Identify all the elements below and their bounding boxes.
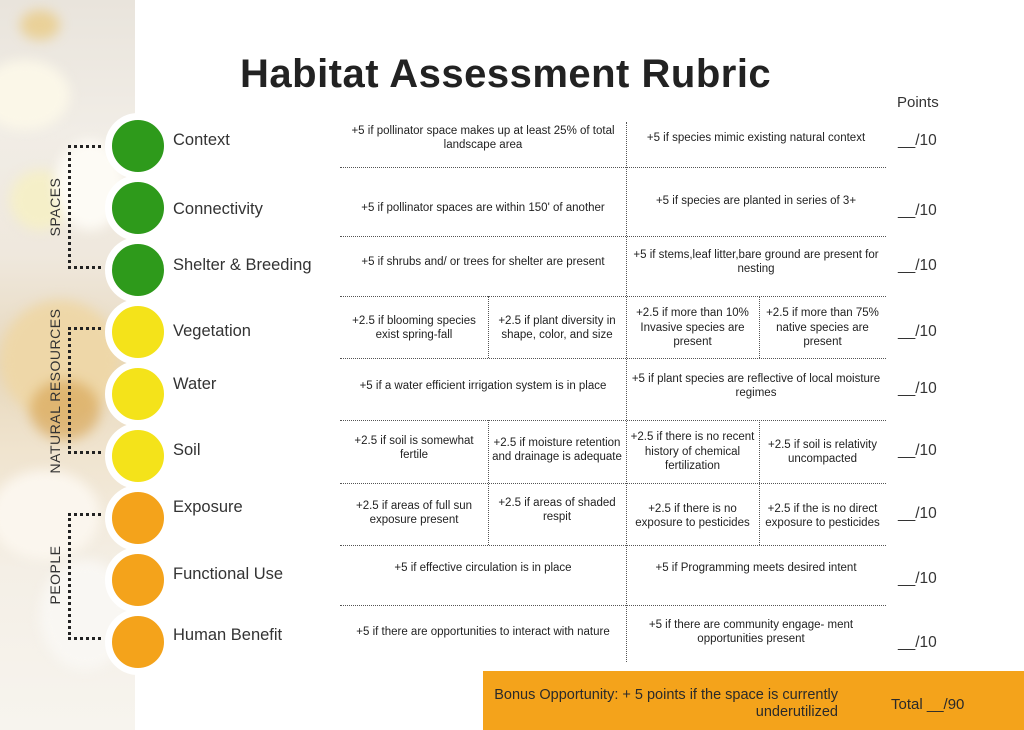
criteria-cell: +2.5 if soil is relativity uncompacted [768, 438, 877, 465]
category-label-exposure: Exposure [173, 498, 243, 516]
criteria-cell: +2.5 if blooming species exist spring-fall [352, 314, 476, 341]
score-field-connectivity[interactable]: __/10 [898, 202, 937, 219]
row-divider [340, 296, 886, 297]
criteria-cell: +5 if stems,leaf litter,bare ground are present for nesting [633, 248, 879, 275]
row-divider [340, 605, 886, 606]
criteria-cell: +5 if plant species are reflective of local moisture regimes [631, 372, 881, 399]
category-circle-soil [105, 423, 171, 489]
people-bracket [68, 513, 101, 640]
points-column-heading: Points [897, 94, 939, 111]
category-label-functional-use: Functional Use [173, 565, 284, 583]
category-circle-shelter-breeding [105, 237, 171, 303]
category-circle-functional-use [105, 547, 171, 613]
row-divider [340, 358, 886, 359]
group-label-people: PEOPLE [47, 545, 63, 605]
row-divider [340, 483, 886, 484]
category-circle-connectivity [105, 175, 171, 241]
category-label-connectivity: Connectivity [173, 200, 263, 218]
category-label-human-benefit: Human Benefit [173, 626, 283, 644]
category-circle-water [105, 361, 171, 427]
category-circle-exposure [105, 485, 171, 551]
page-title: Habitat Assessment Rubric [240, 52, 772, 96]
category-circle-context [105, 113, 171, 179]
criteria-cell: +2.5 if moisture retention and drainage is adequate [492, 436, 622, 463]
criteria-cell: +2.5 if plant diversity in shape, color, and size [498, 314, 616, 341]
score-field-exposure[interactable]: __/10 [898, 505, 937, 522]
category-label-water: Water [173, 375, 217, 393]
criteria-cell: +5 if shrubs and/ or trees for shelter are present [361, 255, 605, 268]
group-label-natural-resources: NATURAL RESOURCES [47, 308, 63, 474]
criteria-cell: +2.5 if more than 75% native species are present [766, 307, 879, 349]
criteria-cell: +5 if pollinator spaces are within 150' of another [361, 201, 605, 214]
spaces-bracket [68, 145, 101, 269]
category-circle-vegetation [105, 299, 171, 365]
criteria-cell: +2.5 if there is no exposure to pesticides [635, 502, 750, 529]
row-divider [340, 167, 886, 168]
criteria-cell: +5 if there are opportunities to interact with nature [356, 625, 610, 638]
score-field-context[interactable]: __/10 [898, 132, 937, 149]
category-label-shelter-breeding: Shelter & Breeding [173, 256, 312, 274]
criteria-cell: +2.5 if areas of full sun exposure present [355, 499, 473, 526]
criteria-cell: +2.5 if soil is somewhat fertile [354, 434, 474, 461]
score-field-water[interactable]: __/10 [898, 380, 937, 397]
bonus-banner [483, 671, 1024, 730]
score-field-human-benefit[interactable]: __/10 [898, 634, 937, 651]
criteria-cell: +2.5 if there is no recent history of chemical fertilization [630, 431, 755, 473]
category-label-context: Context [173, 131, 230, 149]
criteria-cell: +5 if there are community engage- ment opportunities present [648, 618, 854, 645]
criteria-cell: +5 if a water efficient irrigation system is in place [359, 379, 607, 392]
criteria-cell: +2.5 if more than 10% Invasive species are present [636, 307, 749, 349]
category-circle-human-benefit [105, 609, 171, 675]
row-divider [340, 236, 886, 237]
row-divider [340, 545, 886, 546]
criteria-cell: +2.5 if the is no direct exposure to pesticides [765, 502, 880, 529]
score-field-soil[interactable]: __/10 [898, 442, 937, 459]
criteria-cell: +5 if Programming meets desired intent [655, 561, 857, 574]
bonus-opportunity-text: Bonus Opportunity: + 5 points if the space is currently underutilized [494, 687, 838, 720]
total-score-field[interactable]: Total __/90 [891, 696, 965, 713]
score-field-vegetation[interactable]: __/10 [898, 323, 937, 340]
criteria-cell: +5 if species mimic existing natural context [646, 131, 866, 144]
score-field-functional-use[interactable]: __/10 [898, 570, 937, 587]
natural-resources-bracket [68, 327, 101, 454]
category-label-vegetation: Vegetation [173, 322, 251, 340]
criteria-cell: +2.5 if areas of shaded respit [498, 496, 616, 523]
criteria-cell: +5 if species are planted in series of 3+ [655, 194, 857, 207]
score-field-shelter-breeding[interactable]: __/10 [898, 257, 937, 274]
group-label-spaces: SPACES [47, 177, 63, 237]
criteria-cell: +5 if pollinator space makes up at least 25% of total landscape area [351, 124, 615, 151]
criteria-cell: +5 if effective circulation is in place [394, 561, 572, 574]
category-label-soil: Soil [173, 441, 201, 459]
